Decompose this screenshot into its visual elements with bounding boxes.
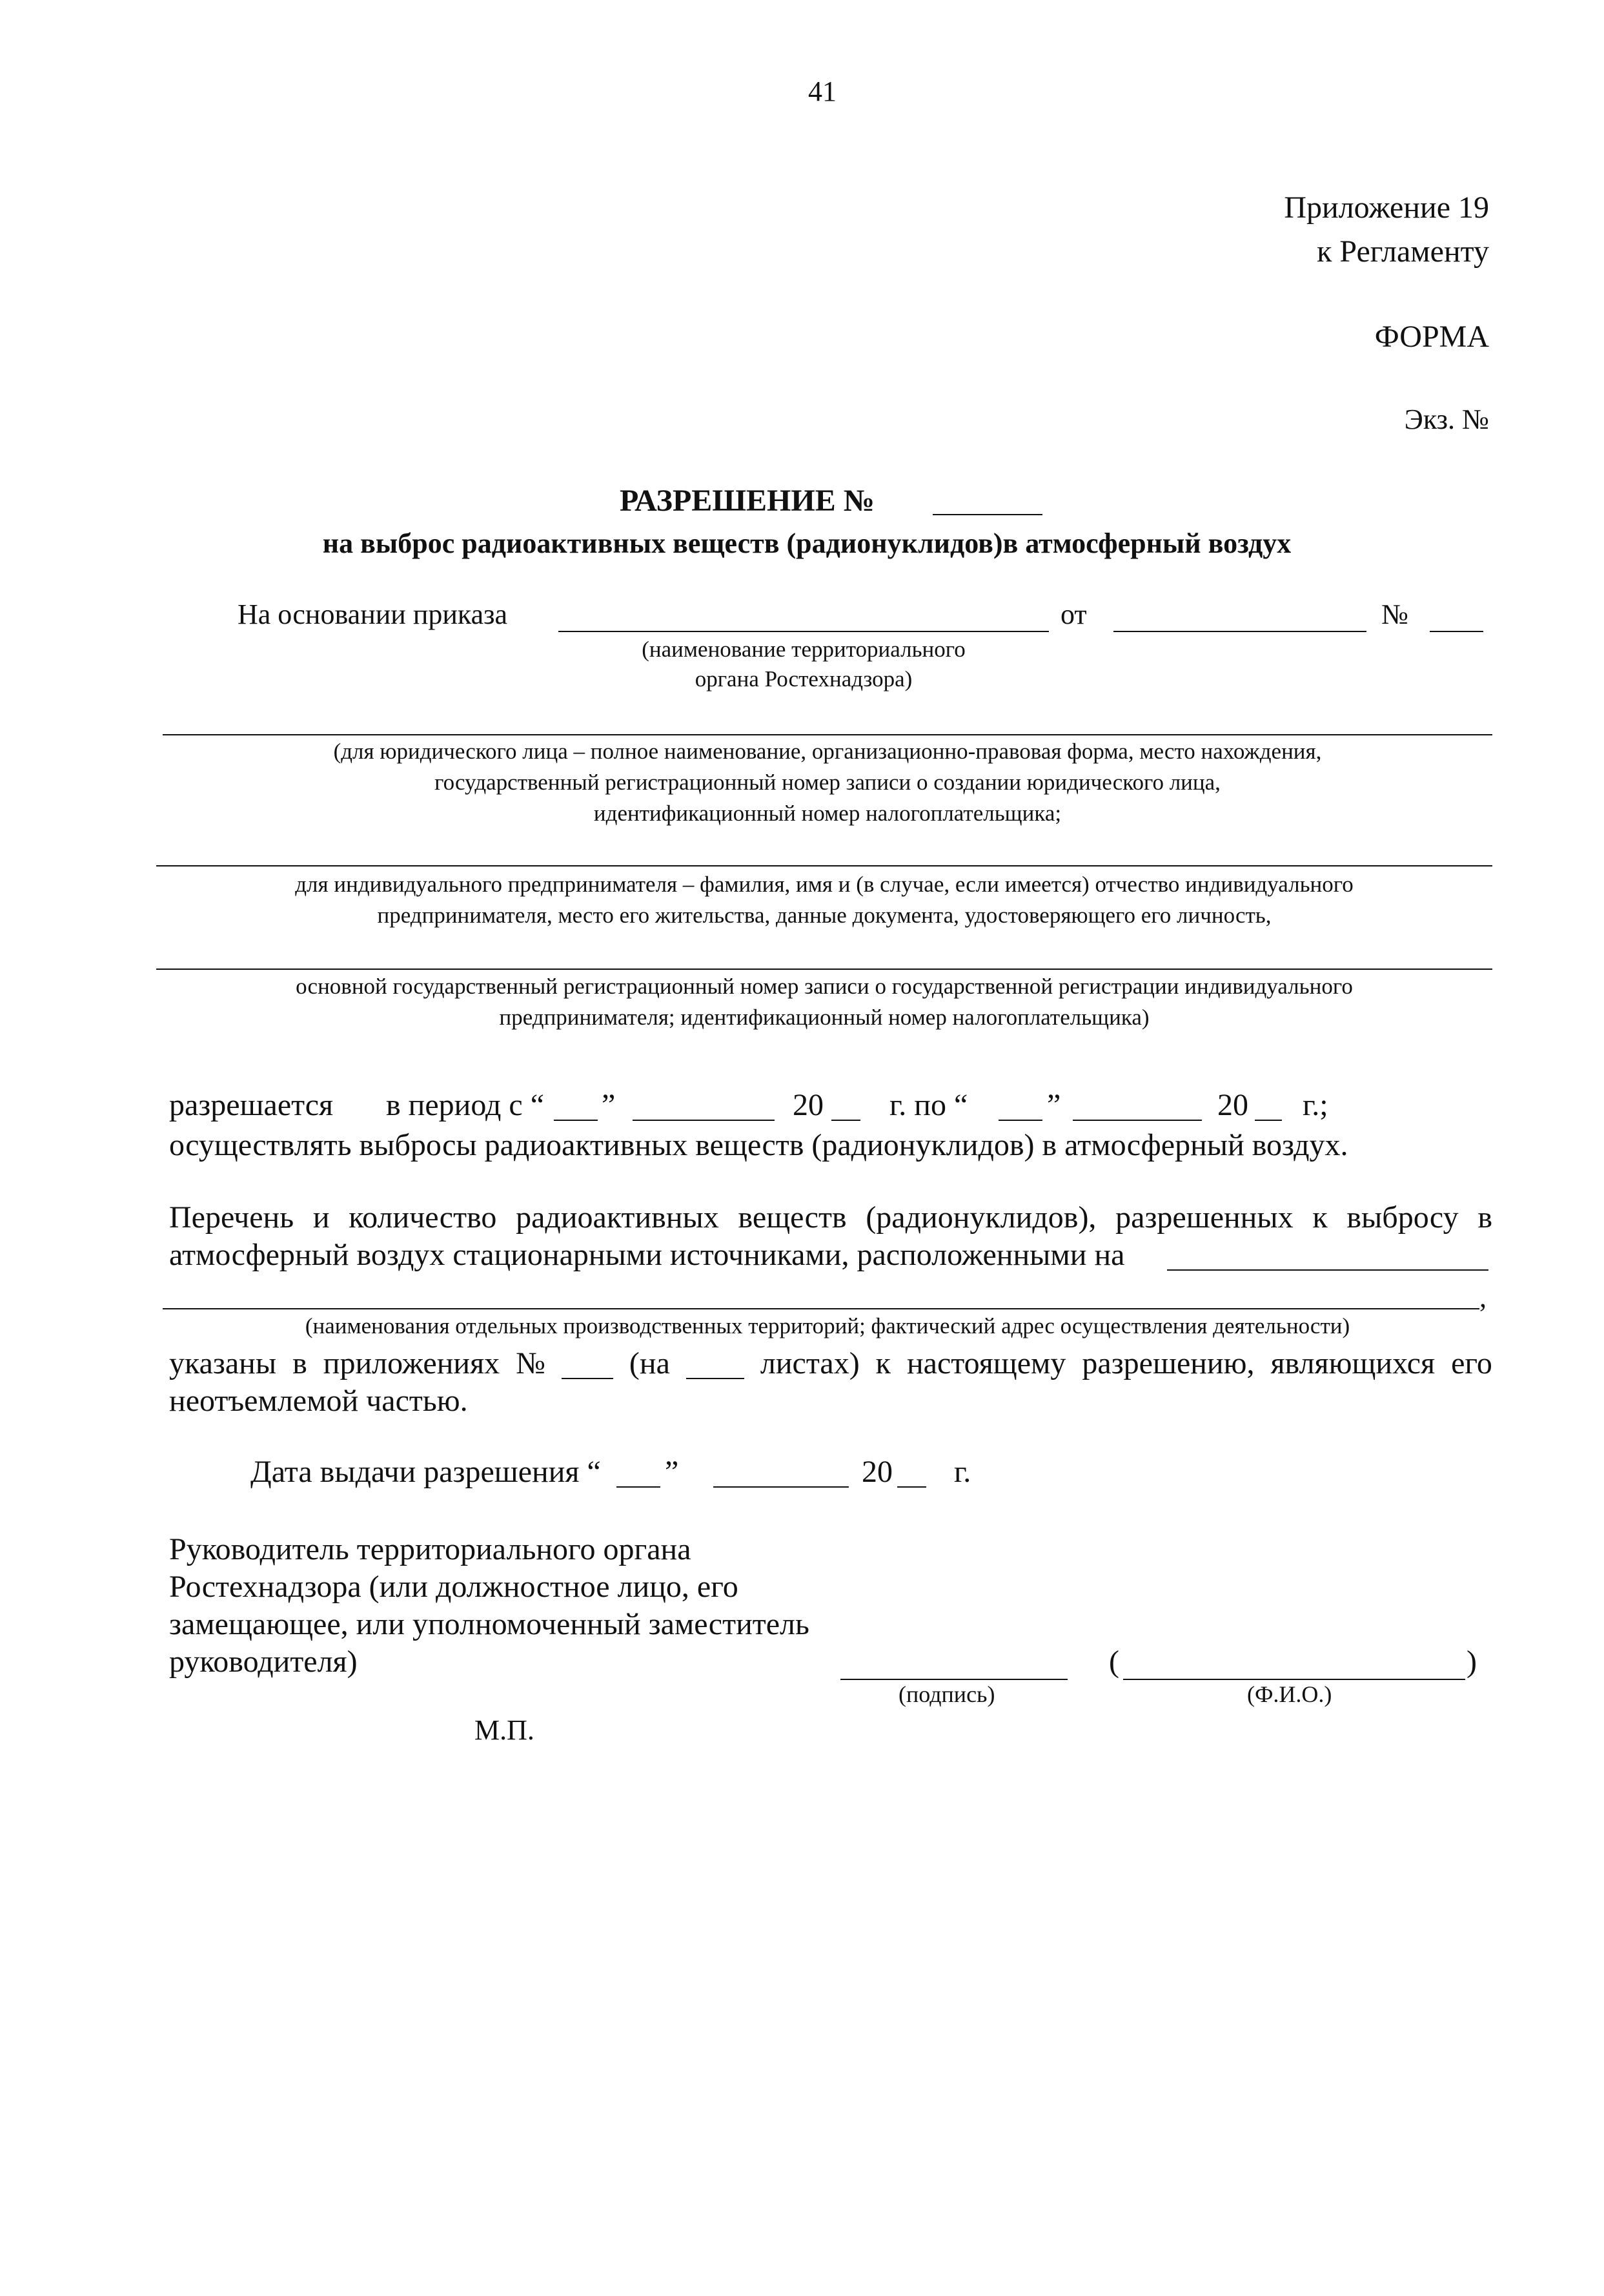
order-authority-blank	[558, 631, 1049, 632]
annex-paragraph-line-1	[169, 1348, 1492, 1379]
comma-mark: ,	[1479, 1282, 1487, 1313]
form-label: ФОРМА	[1374, 320, 1489, 354]
annex-word: листах)	[760, 1346, 860, 1380]
quote-close: ”	[602, 1088, 616, 1122]
full-name-hint: (Ф.И.О.)	[1247, 1681, 1332, 1707]
issue-day-blank	[616, 1486, 660, 1488]
order-date-blank	[1113, 631, 1366, 632]
copy-number-label: Экз. №	[1404, 404, 1489, 435]
name-paren-open: (	[1109, 1645, 1119, 1679]
signature-blank	[840, 1679, 1068, 1680]
list-word: разрешенных	[1115, 1200, 1294, 1235]
basis-from-label: от	[1061, 599, 1087, 630]
location-blank-2	[163, 1308, 1479, 1309]
period-end-year-prefix: 20	[1217, 1088, 1248, 1122]
list-word: Перечень	[169, 1200, 294, 1235]
list-word: веществ	[738, 1200, 847, 1235]
legal-hint-2: государственный регистрационный номер записи о создании юридического лица,	[434, 770, 1221, 795]
appendix-number: Приложение 19	[1284, 190, 1489, 225]
list-word: (радионуклидов),	[866, 1200, 1097, 1235]
annex-number-blank	[562, 1348, 613, 1379]
annex-word: являющихся	[1270, 1346, 1436, 1380]
basis-number-label: №	[1381, 599, 1408, 630]
annex-word: приложениях	[323, 1346, 500, 1380]
period-start-day-blank	[554, 1120, 598, 1121]
issue-date-label: Дата выдачи разрешения “	[250, 1455, 601, 1489]
issue-year-suffix: г.	[954, 1455, 971, 1489]
signature-hint: (подпись)	[898, 1681, 995, 1707]
list-word: выбросу	[1346, 1200, 1459, 1235]
signatory-line-3: замещающее, или уполномоченный заместитель	[169, 1607, 809, 1641]
issue-year-prefix: 20	[862, 1455, 893, 1489]
period-from-label: в период с “	[386, 1088, 544, 1122]
issue-quote-close: ”	[665, 1455, 679, 1489]
issue-year-blank	[897, 1486, 926, 1488]
allowed-word: разрешается	[169, 1088, 334, 1122]
annex-word: к	[875, 1346, 891, 1380]
annex-paragraph-line-2: неотъемлемой частью.	[169, 1384, 468, 1418]
permit-title: РАЗРЕШЕНИЕ №	[620, 484, 875, 518]
location-hint: (наименования отдельных производственных территорий; фактический адрес осуществления деятельности)	[305, 1313, 1350, 1338]
annex-word: указаны	[169, 1346, 277, 1380]
ip-hint-1: для индивидуального предпринимателя – фамилия, имя и (в случае, если имеется) отчество индивидуального	[295, 872, 1354, 897]
ip-hint-4: предпринимателя; идентификационный номер налогоплательщика)	[499, 1005, 1150, 1030]
annex-word: в	[292, 1346, 307, 1380]
period-purpose: осуществлять выбросы радиоактивных веществ (радионуклидов) в атмосферный воздух.	[169, 1128, 1348, 1162]
stamp-place: М.П.	[474, 1714, 534, 1746]
location-blank-1	[1167, 1269, 1488, 1271]
list-word: в	[1477, 1200, 1492, 1235]
period-end-year-blank	[1255, 1120, 1282, 1121]
annex-word: №	[516, 1346, 545, 1380]
authority-hint-1: (наименование территориального	[642, 637, 966, 662]
issue-month-blank	[713, 1486, 849, 1488]
authority-hint-2: органа Ростехнадзора)	[695, 666, 913, 692]
annex-word: настоящему	[906, 1346, 1066, 1380]
permit-number-blank	[933, 514, 1042, 515]
period-end-day-blank	[999, 1120, 1042, 1121]
annex-sheets-blank	[686, 1348, 744, 1379]
basis-label: На основании приказа	[238, 599, 508, 630]
appendix-regulation: к Регламенту	[1317, 234, 1489, 269]
period-to-label: г. по “	[889, 1088, 968, 1122]
list-word: количество	[349, 1200, 497, 1235]
period-start-year-prefix: 20	[793, 1088, 824, 1122]
permit-subtitle: на выброс радиоактивных веществ (радионуклидов)в атмосферный воздух	[322, 528, 1292, 559]
quote-close-2: ”	[1047, 1088, 1061, 1122]
order-number-blank	[1430, 631, 1483, 632]
ip-hint-3: основной государственный регистрационный номер записи о государственной регистрации индивидуального	[296, 974, 1353, 999]
legal-hint-3: идентификационный номер налогоплательщика;	[593, 801, 1062, 826]
name-paren-close: )	[1467, 1645, 1477, 1679]
ip-hint-2: предпринимателя, место его жительства, данные документа, удостоверяющего его личность,	[377, 903, 1272, 928]
annex-word: его	[1451, 1346, 1492, 1380]
period-end-month-blank	[1073, 1120, 1202, 1121]
entrepreneur-blank-2	[156, 969, 1492, 970]
list-paragraph-line-1	[169, 1202, 1492, 1233]
legal-entity-blank	[163, 734, 1492, 735]
list-paragraph-line-2: атмосферный воздух стационарными источниками, расположенными на	[169, 1238, 1125, 1272]
signatory-line-2: Ростехнадзора (или должностное лицо, его	[169, 1570, 738, 1604]
period-end-text: г.;	[1303, 1088, 1328, 1122]
list-word: радиоактивных	[516, 1200, 719, 1235]
entrepreneur-blank-1	[156, 865, 1492, 866]
list-word: к	[1312, 1200, 1328, 1235]
annex-word: (на	[629, 1346, 670, 1380]
period-start-month-blank	[633, 1120, 775, 1121]
legal-hint-1: (для юридического лица – полное наименование, организационно-правовая форма, место нахождения,	[333, 739, 1322, 764]
period-start-year-blank	[831, 1120, 860, 1121]
signatory-line-1: Руководитель территориального органа	[169, 1532, 691, 1566]
annex-word: разрешению,	[1082, 1346, 1255, 1380]
page-number: 41	[808, 76, 837, 107]
signatory-line-4: руководителя)	[169, 1645, 358, 1679]
full-name-blank	[1123, 1679, 1465, 1680]
list-word: и	[312, 1200, 330, 1235]
